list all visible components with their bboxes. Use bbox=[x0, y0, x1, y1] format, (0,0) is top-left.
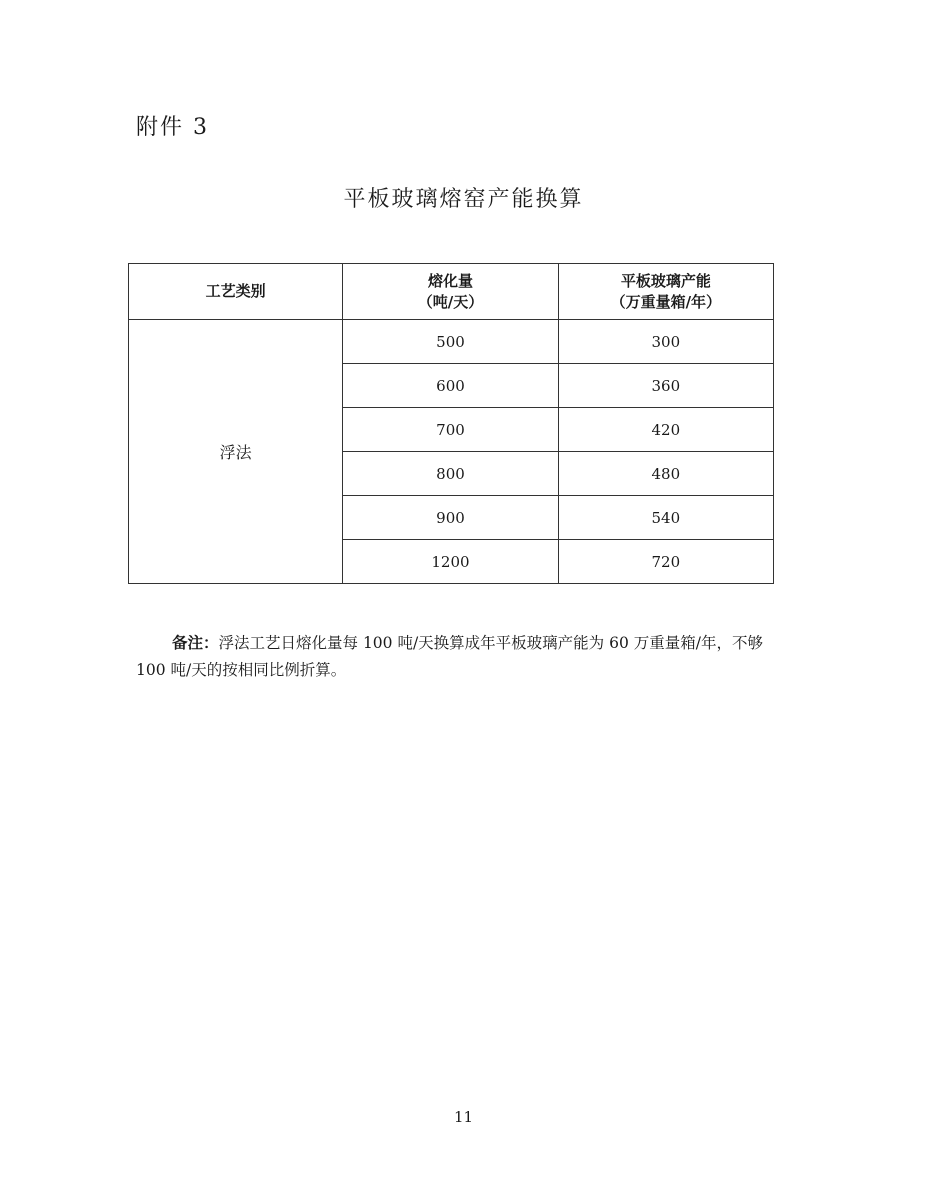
header-process-type-label: 工艺类别 bbox=[205, 282, 266, 300]
document-title: 平板玻璃熔窑产能换算 bbox=[343, 187, 584, 212]
page-number: 11 bbox=[453, 1108, 474, 1126]
header-melt-quantity-unit: （吨/天） bbox=[417, 292, 484, 311]
header-glass-capacity-unit: （万重量箱/年） bbox=[610, 292, 722, 311]
process-cell: 浮法 bbox=[129, 320, 343, 584]
melt-cell: 1200 bbox=[343, 540, 558, 584]
melt-cell: 500 bbox=[343, 320, 558, 364]
capacity-cell: 480 bbox=[558, 452, 773, 496]
capacity-cell: 420 bbox=[558, 408, 773, 452]
table-header-row bbox=[129, 264, 774, 320]
header-process-type bbox=[129, 264, 343, 320]
note-text: 浮法工艺日熔化量每 100 吨/天换算成年平板玻璃产能为 60 万重量箱/年，不够 100 吨/天的按相同比例折算。 bbox=[136, 633, 763, 679]
capacity-conversion-table bbox=[128, 263, 774, 584]
table-row bbox=[129, 320, 774, 364]
melt-cell: 700 bbox=[343, 408, 558, 452]
note-paragraph bbox=[136, 630, 796, 684]
melt-cell: 600 bbox=[343, 364, 558, 408]
header-melt-quantity bbox=[343, 264, 558, 320]
melt-cell: 800 bbox=[343, 452, 558, 496]
capacity-cell: 540 bbox=[558, 496, 773, 540]
header-melt-quantity-label: 熔化量 bbox=[427, 271, 473, 290]
note-label: 备注： bbox=[172, 633, 219, 652]
capacity-cell: 720 bbox=[558, 540, 773, 584]
attachment-label: 附件 3 bbox=[136, 115, 209, 140]
capacity-cell: 300 bbox=[558, 320, 773, 364]
capacity-cell: 360 bbox=[558, 364, 773, 408]
melt-cell: 900 bbox=[343, 496, 558, 540]
header-glass-capacity-label: 平板玻璃产能 bbox=[620, 271, 711, 290]
header-glass-capacity bbox=[558, 264, 773, 320]
